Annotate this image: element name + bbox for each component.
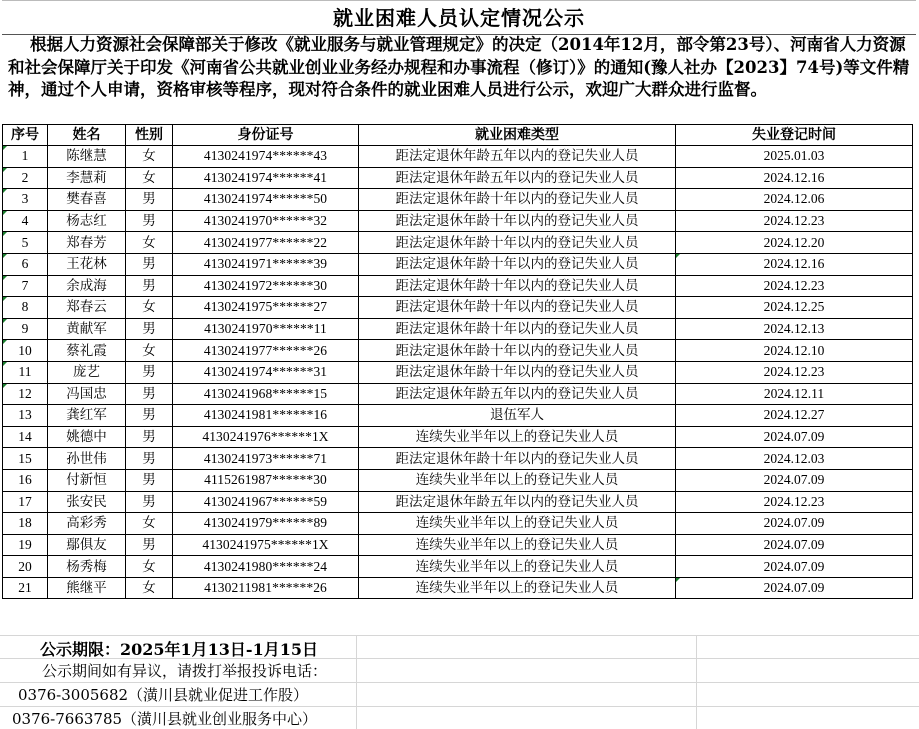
table-row bbox=[3, 297, 913, 319]
row-difficulty-type[interactable]: 距法定退休年龄十年以内的登记失业人员 bbox=[359, 253, 676, 275]
row-difficulty-type[interactable]: 距法定退休年龄十年以内的登记失业人员 bbox=[359, 297, 676, 319]
row-difficulty-type[interactable]: 距法定退休年龄十年以内的登记失业人员 bbox=[359, 275, 676, 297]
row-index[interactable]: 4 bbox=[3, 210, 48, 232]
row-index[interactable]: 17 bbox=[3, 491, 48, 513]
header-index[interactable]: 序号 bbox=[3, 125, 48, 146]
row-index[interactable]: 16 bbox=[3, 469, 48, 491]
row-id-number[interactable]: 4130241968******15 bbox=[173, 383, 359, 405]
row-name[interactable]: 杨志红 bbox=[48, 210, 126, 232]
row-gender[interactable]: 男 bbox=[126, 426, 173, 448]
table-row bbox=[3, 253, 913, 275]
row-registration-date[interactable]: 2024.12.25 bbox=[676, 297, 913, 319]
row-gender[interactable]: 女 bbox=[126, 513, 173, 535]
row-id-number[interactable]: 4130241974******31 bbox=[173, 361, 359, 383]
row-name[interactable]: 杨秀梅 bbox=[48, 556, 126, 578]
row-name[interactable]: 庞艺 bbox=[48, 361, 126, 383]
row-gender[interactable]: 男 bbox=[126, 189, 173, 211]
intro-paragraph[interactable]: 根据人力资源社会保障部关于修改《就业服务与就业管理规定》的决定（2014年12月，部令第23号）、河南省人力资源和社会保障厅关于印发《河南省公共就业创业业务经办规程和办事流程（修订）》的通知(豫人社办【2023】74号)等文件精神，通过个人申请，资格审核等程序，现对符合条件的就业困难人员进行公示，欢迎广大群众进行监督。 bbox=[8, 35, 910, 99]
table-row bbox=[3, 513, 913, 535]
row-gender[interactable]: 男 bbox=[126, 491, 173, 513]
row-difficulty-type[interactable]: 连续失业半年以上的登记失业人员 bbox=[359, 577, 676, 599]
row-gender[interactable]: 男 bbox=[126, 448, 173, 470]
row-name[interactable]: 樊春喜 bbox=[48, 189, 126, 211]
row-difficulty-type[interactable]: 距法定退休年龄十年以内的登记失业人员 bbox=[359, 232, 676, 254]
row-registration-date[interactable]: 2024.12.16 bbox=[676, 253, 913, 275]
row-gender[interactable]: 女 bbox=[126, 577, 173, 599]
row-difficulty-type[interactable]: 距法定退休年龄十年以内的登记失业人员 bbox=[359, 210, 676, 232]
table-row bbox=[3, 448, 913, 470]
complaint-phone-2[interactable]: 0376-7663785（潢川县就业创业服务中心） bbox=[12, 710, 318, 728]
row-id-number[interactable]: 4115261987******30 bbox=[173, 469, 359, 491]
row-registration-date[interactable]: 2024.12.23 bbox=[676, 491, 913, 513]
row-difficulty-type[interactable]: 连续失业半年以上的登记失业人员 bbox=[359, 556, 676, 578]
row-gender[interactable]: 女 bbox=[126, 340, 173, 362]
row-gender[interactable]: 女 bbox=[126, 556, 173, 578]
row-registration-date[interactable]: 2024.12.23 bbox=[676, 361, 913, 383]
table-row bbox=[3, 577, 913, 599]
header-gender[interactable]: 性别 bbox=[126, 125, 173, 146]
row-id-number[interactable]: 4130211981******26 bbox=[173, 577, 359, 599]
row-index[interactable]: 3 bbox=[3, 189, 48, 211]
applicant-table bbox=[2, 124, 913, 599]
row-id-number[interactable]: 4130241970******11 bbox=[173, 318, 359, 340]
row-id-number[interactable]: 4130241973******71 bbox=[173, 448, 359, 470]
row-registration-date[interactable]: 2024.12.20 bbox=[676, 232, 913, 254]
row-name[interactable]: 张安民 bbox=[48, 491, 126, 513]
row-index[interactable]: 2 bbox=[3, 167, 48, 189]
row-name[interactable]: 余成海 bbox=[48, 275, 126, 297]
row-difficulty-type[interactable]: 距法定退休年龄十年以内的登记失业人员 bbox=[359, 448, 676, 470]
table-row bbox=[3, 383, 913, 405]
row-name[interactable]: 付新恒 bbox=[48, 469, 126, 491]
table-row bbox=[3, 189, 913, 211]
row-difficulty-type[interactable]: 连续失业半年以上的登记失业人员 bbox=[359, 469, 676, 491]
row-index[interactable]: 8 bbox=[3, 297, 48, 319]
row-id-number[interactable]: 4130241971******39 bbox=[173, 253, 359, 275]
row-index[interactable]: 18 bbox=[3, 513, 48, 535]
row-name[interactable]: 陈继慧 bbox=[48, 146, 126, 168]
row-name[interactable]: 蔡礼霞 bbox=[48, 340, 126, 362]
row-registration-date[interactable]: 2024.07.09 bbox=[676, 426, 913, 448]
row-index[interactable]: 5 bbox=[3, 232, 48, 254]
row-index[interactable]: 11 bbox=[3, 361, 48, 383]
row-registration-date[interactable]: 2024.12.06 bbox=[676, 189, 913, 211]
document-title[interactable]: 就业困难人员认定情况公示 bbox=[2, 0, 916, 35]
table-row bbox=[3, 426, 913, 448]
row-registration-date[interactable]: 2024.07.09 bbox=[676, 513, 913, 535]
table-row bbox=[3, 275, 913, 297]
row-gender[interactable]: 女 bbox=[126, 167, 173, 189]
row-gender[interactable]: 男 bbox=[126, 210, 173, 232]
row-id-number[interactable]: 4130241980******24 bbox=[173, 556, 359, 578]
row-registration-date[interactable]: 2024.07.09 bbox=[676, 556, 913, 578]
row-registration-date[interactable]: 2024.07.09 bbox=[676, 534, 913, 556]
row-name[interactable]: 冯国忠 bbox=[48, 383, 126, 405]
row-name[interactable]: 姚德中 bbox=[48, 426, 126, 448]
row-id-number[interactable]: 4130241974******43 bbox=[173, 146, 359, 168]
row-name[interactable]: 郑春芳 bbox=[48, 232, 126, 254]
row-id-number[interactable]: 4130241975******27 bbox=[173, 297, 359, 319]
table-row bbox=[3, 361, 913, 383]
row-difficulty-type[interactable]: 距法定退休年龄五年以内的登记失业人员 bbox=[359, 146, 676, 168]
row-index[interactable]: 7 bbox=[3, 275, 48, 297]
row-difficulty-type[interactable]: 距法定退休年龄十年以内的登记失业人员 bbox=[359, 340, 676, 362]
row-id-number[interactable]: 4130241975******1X bbox=[173, 534, 359, 556]
row-difficulty-type[interactable]: 距法定退休年龄十年以内的登记失业人员 bbox=[359, 318, 676, 340]
row-id-number[interactable]: 4130241976******1X bbox=[173, 426, 359, 448]
row-index[interactable]: 1 bbox=[3, 146, 48, 168]
row-gender[interactable]: 男 bbox=[126, 469, 173, 491]
table-row bbox=[3, 167, 913, 189]
row-name[interactable]: 黄献军 bbox=[48, 318, 126, 340]
row-registration-date[interactable]: 2024.12.23 bbox=[676, 210, 913, 232]
row-index[interactable]: 21 bbox=[3, 577, 48, 599]
row-index[interactable]: 15 bbox=[3, 448, 48, 470]
row-gender[interactable]: 男 bbox=[126, 383, 173, 405]
row-name[interactable]: 郑春云 bbox=[48, 297, 126, 319]
table-row bbox=[3, 210, 913, 232]
row-id-number[interactable]: 4130241970******32 bbox=[173, 210, 359, 232]
table-row bbox=[3, 491, 913, 513]
row-index[interactable]: 12 bbox=[3, 383, 48, 405]
row-name[interactable]: 王花林 bbox=[48, 253, 126, 275]
row-difficulty-type[interactable]: 连续失业半年以上的登记失业人员 bbox=[359, 513, 676, 535]
row-difficulty-type[interactable]: 距法定退休年龄五年以内的登记失业人员 bbox=[359, 383, 676, 405]
header-id-number[interactable]: 身份证号 bbox=[173, 125, 359, 146]
row-registration-date[interactable]: 2024.12.11 bbox=[676, 383, 913, 405]
row-difficulty-type[interactable]: 连续失业半年以上的登记失业人员 bbox=[359, 426, 676, 448]
row-registration-date[interactable]: 2024.07.09 bbox=[676, 469, 913, 491]
row-registration-date[interactable]: 2024.12.23 bbox=[676, 275, 913, 297]
row-name[interactable]: 熊继平 bbox=[48, 577, 126, 599]
row-name[interactable]: 高彩秀 bbox=[48, 513, 126, 535]
row-difficulty-type[interactable]: 距法定退休年龄十年以内的登记失业人员 bbox=[359, 189, 676, 211]
row-registration-date[interactable]: 2024.12.10 bbox=[676, 340, 913, 362]
row-index[interactable]: 14 bbox=[3, 426, 48, 448]
header-registration-date[interactable]: 失业登记时间 bbox=[676, 125, 913, 146]
row-gender[interactable]: 男 bbox=[126, 275, 173, 297]
row-id-number[interactable]: 4130241974******41 bbox=[173, 167, 359, 189]
row-index[interactable]: 10 bbox=[3, 340, 48, 362]
announcement-period[interactable]: 公示期限：2025年1月13日-1月15日 bbox=[40, 640, 318, 659]
row-index[interactable]: 19 bbox=[3, 534, 48, 556]
row-id-number[interactable]: 4130241977******22 bbox=[173, 232, 359, 254]
row-name[interactable]: 龚红军 bbox=[48, 405, 126, 427]
row-registration-date[interactable]: 2024.12.27 bbox=[676, 405, 913, 427]
row-id-number[interactable]: 4130241972******30 bbox=[173, 275, 359, 297]
row-name[interactable]: 孙世伟 bbox=[48, 448, 126, 470]
row-registration-date[interactable]: 2024.12.03 bbox=[676, 448, 913, 470]
header-difficulty-type[interactable]: 就业困难类型 bbox=[359, 125, 676, 146]
row-gender[interactable]: 女 bbox=[126, 146, 173, 168]
table-row bbox=[3, 232, 913, 254]
row-index[interactable]: 9 bbox=[3, 318, 48, 340]
row-name[interactable]: 鄢俱友 bbox=[48, 534, 126, 556]
row-index[interactable]: 13 bbox=[3, 405, 48, 427]
row-difficulty-type[interactable]: 退伍军人 bbox=[359, 405, 676, 427]
row-difficulty-type[interactable]: 连续失业半年以上的登记失业人员 bbox=[359, 534, 676, 556]
table-row bbox=[3, 340, 913, 362]
row-name[interactable]: 李慧莉 bbox=[48, 167, 126, 189]
row-id-number[interactable]: 4130241977******26 bbox=[173, 340, 359, 362]
table-row bbox=[3, 405, 913, 427]
header-name[interactable]: 姓名 bbox=[48, 125, 126, 146]
row-gender[interactable]: 男 bbox=[126, 361, 173, 383]
row-id-number[interactable]: 4130241979******89 bbox=[173, 513, 359, 535]
row-registration-date[interactable]: 2025.01.03 bbox=[676, 146, 913, 168]
objection-notice[interactable]: 公示期间如有异议，请拨打举报投诉电话： bbox=[42, 662, 328, 680]
row-gender[interactable]: 男 bbox=[126, 534, 173, 556]
row-gender[interactable]: 男 bbox=[126, 318, 173, 340]
table-header-row bbox=[3, 125, 913, 146]
row-gender[interactable]: 男 bbox=[126, 405, 173, 427]
complaint-phone-1[interactable]: 0376-3005682（潢川县就业促进工作股） bbox=[18, 686, 309, 704]
row-index[interactable]: 20 bbox=[3, 556, 48, 578]
row-difficulty-type[interactable]: 距法定退休年龄十年以内的登记失业人员 bbox=[359, 361, 676, 383]
row-gender[interactable]: 女 bbox=[126, 232, 173, 254]
table-row bbox=[3, 318, 913, 340]
row-registration-date[interactable]: 2024.12.16 bbox=[676, 167, 913, 189]
row-id-number[interactable]: 4130241974******50 bbox=[173, 189, 359, 211]
table-row bbox=[3, 146, 913, 168]
row-registration-date[interactable]: 2024.12.13 bbox=[676, 318, 913, 340]
row-gender[interactable]: 男 bbox=[126, 253, 173, 275]
table-row bbox=[3, 556, 913, 578]
row-registration-date[interactable]: 2024.07.09 bbox=[676, 577, 913, 599]
row-id-number[interactable]: 4130241981******16 bbox=[173, 405, 359, 427]
table-row bbox=[3, 534, 913, 556]
row-difficulty-type[interactable]: 距法定退休年龄五年以内的登记失业人员 bbox=[359, 167, 676, 189]
row-gender[interactable]: 女 bbox=[126, 297, 173, 319]
row-id-number[interactable]: 4130241967******59 bbox=[173, 491, 359, 513]
table-row bbox=[3, 469, 913, 491]
row-index[interactable]: 6 bbox=[3, 253, 48, 275]
row-difficulty-type[interactable]: 距法定退休年龄五年以内的登记失业人员 bbox=[359, 491, 676, 513]
